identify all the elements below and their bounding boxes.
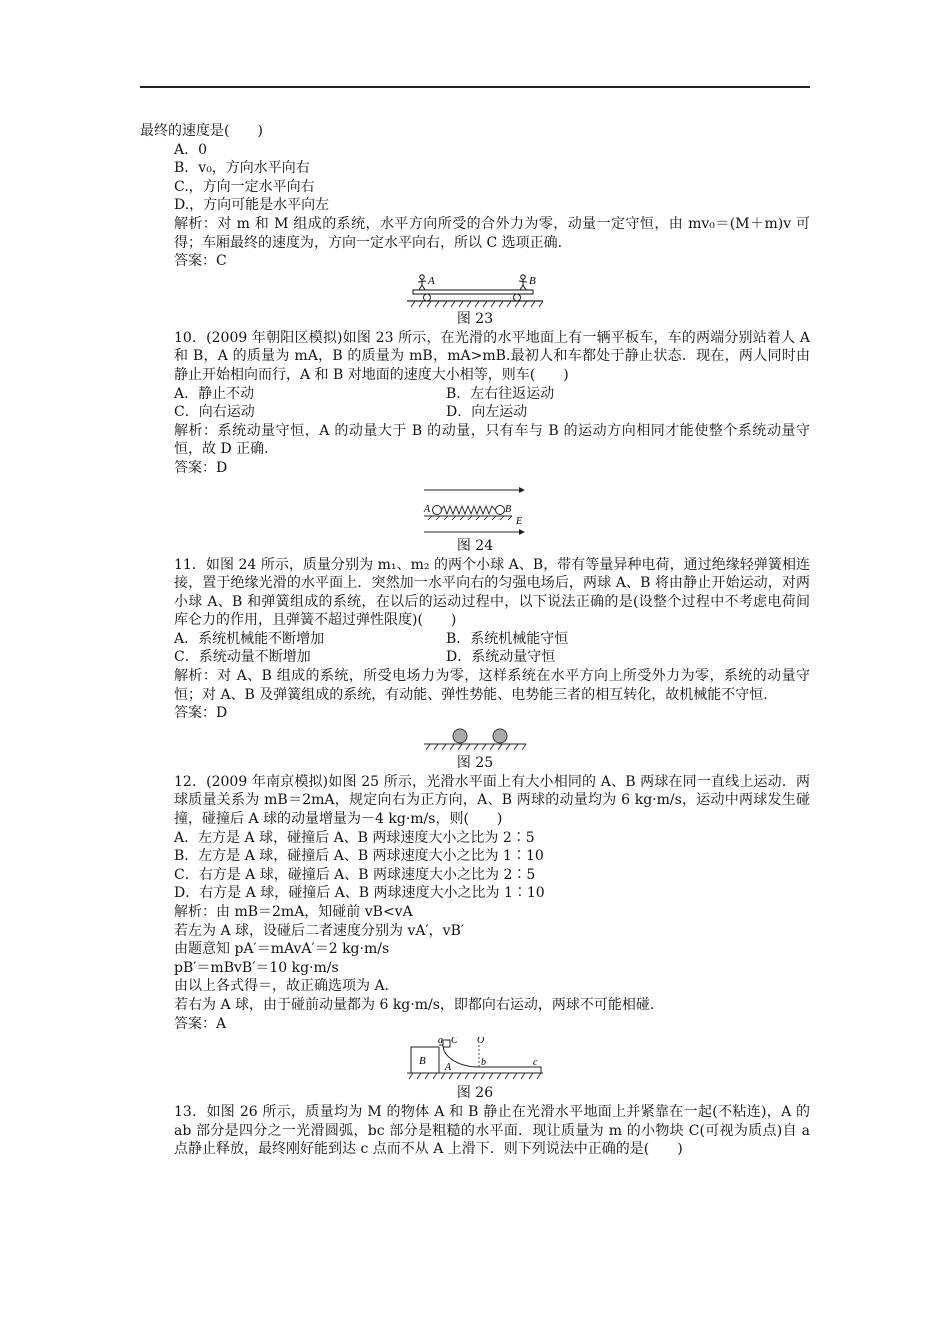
q12-option-c: C．右方是 A 球，碰撞后 A、B 两球速度大小之比为 2∶5 xyxy=(174,866,536,883)
q12-analysis-line: 若左为 A 球，设碰后二者速度分别为 vA′，vB′ xyxy=(174,922,465,939)
q12-analysis-line: 由以上各式得＝，故正确选项为 A. xyxy=(174,978,390,995)
q12-option-a: A．左方是 A 球，碰撞后 A、B 两球速度大小之比为 2∶5 xyxy=(174,829,535,846)
figure-24 xyxy=(140,484,810,556)
figure-26-diagram xyxy=(405,1037,545,1083)
person-b-icon xyxy=(519,275,527,290)
figure-23 xyxy=(140,271,810,329)
q11-option-c: C．系统动量不断增加 xyxy=(174,649,311,666)
q12-option-b: B．左方是 A 球，碰撞后 A、B 两球速度大小之比为 1∶10 xyxy=(174,848,544,865)
block-a xyxy=(439,1045,541,1073)
figure-24-caption: 图 24 xyxy=(456,537,494,554)
q11-answer: 答案：D xyxy=(174,705,228,722)
person-a-icon xyxy=(418,275,426,290)
figure-23-caption: 图 23 xyxy=(456,310,494,327)
figure-23-diagram xyxy=(405,271,545,309)
figure-26-caption: 图 26 xyxy=(456,1085,494,1102)
ball-b xyxy=(496,505,505,514)
figure-26 xyxy=(140,1037,810,1103)
q12-analysis-line: pB′＝mBvB′＝10 kg·m/s xyxy=(174,959,339,976)
header-rule xyxy=(140,86,810,88)
label-a-point: a xyxy=(438,1037,443,1047)
label-b-point: b xyxy=(481,1057,486,1069)
q10-answer: 答案：D xyxy=(174,459,228,476)
q12-analysis-line: 由题意知 pA′＝mAvA′＝2 kg·m/s xyxy=(174,941,390,958)
q9-option-b: B．v₀，方向水平向右 xyxy=(174,160,310,177)
block-c xyxy=(443,1040,450,1047)
label-b: B xyxy=(529,274,536,287)
figure-25 xyxy=(140,727,810,773)
q10-option-b: B．左右往返运动 xyxy=(446,385,555,402)
figure-25-diagram xyxy=(420,727,530,753)
q10-option-d: D．向左运动 xyxy=(446,404,528,421)
q9-option-d: D.，方向可能是水平向左 xyxy=(174,197,330,214)
label-c-point: c xyxy=(533,1057,538,1069)
q12-analysis-line: 若右为 A 球，由于碰前动量都为 6 kg·m/s，即都向右运动，两球不可能相碰. xyxy=(174,996,655,1013)
spring xyxy=(441,506,495,514)
cart-wheel xyxy=(514,294,521,301)
q9-analysis: 解析：对 m 和 M 组成的系统，水平方向所受的合外力为零，动量一定守恒，由 mv₀＝(M＋m)v 可得；车厢最终的速度为，方向一定水平向右，所以 C 选项正确. xyxy=(174,215,810,251)
q9-answer: 答案：C xyxy=(174,253,227,270)
label-o: O xyxy=(477,1037,485,1047)
cart-deck xyxy=(413,290,533,294)
q10-option-c: C．向右运动 xyxy=(174,404,255,421)
label-a: A xyxy=(428,274,435,287)
q12-stem: 12．(2009 年南京模拟)如图 25 所示，光滑水平面上有大小相同的 A、B 两球在同一直线上运动．两球质量关系为 mB＝2mA，规定向右为正方向，A、B 两球的动量均为 6 kg·m/s，运动中两球发生碰撞，碰撞后 A 球的动量增量为－4 kg·m/s，则( ) xyxy=(174,773,810,828)
q12-answer: 答案：A xyxy=(174,1015,227,1032)
label-b: B xyxy=(505,503,512,515)
q9-option-a: A．0 xyxy=(174,141,208,158)
page-content xyxy=(140,122,810,1159)
q10-option-a: A．静止不动 xyxy=(174,385,255,402)
label-b: B xyxy=(419,1055,426,1068)
ball-a xyxy=(433,505,442,514)
label-c-block: C xyxy=(451,1037,458,1047)
ball xyxy=(493,729,507,743)
q12-analysis-line: 解析：由 mB＝2mA，知碰前 vB<vA xyxy=(174,904,413,920)
q11-options-row1 xyxy=(140,630,810,649)
q9-option-c: C.，方向一定水平向右 xyxy=(174,178,315,195)
label-a-block: A xyxy=(445,1062,452,1074)
q11-option-d: D．系统动量守恒 xyxy=(446,649,556,666)
q10-stem: 10．(2009 年朝阳区模拟)如图 23 所示，在光滑的水平地面上有一辆平板车，车的两端分别站着人 A 和 B，A 的质量为 mA，B 的质量为 mB，mA>mB.最初人和车都处于静止状态．现在，两人同时由静止开始相向而行，A 和 B 对地面的速度大小相等，则车( ) xyxy=(174,329,810,383)
q11-analysis: 解析：对 A、B 组成的系统，所受电场力为零，这样系统在水平方向上所受外力为零，系统的动量守恒；对 A、B 及弹簧组成的系统，有动能、弹性势能、电势能三者的相互转化，故机械能不守恒. xyxy=(174,668,810,703)
label-e: E xyxy=(516,515,523,527)
cart-wheel xyxy=(424,294,431,301)
q11-stem: 11．如图 24 所示，质量分别为 m₁、m₂ 的两个小球 A、B，带有等量异种电荷，通过绝缘轻弹簧相连接，置于绝缘光滑的水平面上．突然加一水平向右的匀强电场后，两球 A、B 将由静止开始运动，对两小球 A、B 和弹簧组成的系统，在以后的运动过程中，以下说法正确的是(设整个过程中不考虑电荷间库仑力的作用，且弹簧不超过弹性限度)( ) xyxy=(174,556,810,629)
label-a: A xyxy=(424,503,431,515)
q11-option-a: A．系统机械能不断增加 xyxy=(174,630,325,647)
q9-stem-end: 最终的速度是( ) xyxy=(140,123,263,139)
figure-25-caption: 图 25 xyxy=(456,754,494,771)
figure-24-diagram xyxy=(420,484,530,536)
q13-stem: 13．如图 26 所示，质量均为 M 的物体 A 和 B 静止在光滑水平地面上并紧靠在一起(不粘连)，A 的 ab 部分是四分之一光滑圆弧，bc 部分是粗糙的水平面．现让质量为 m 的小物块 C(可视为质点)自 a 点静止释放，最终刚好能到达 c 点而不从 A 上滑下．则下列说法中正确的是( ) xyxy=(174,1104,810,1158)
ball xyxy=(453,729,467,743)
q11-option-b: B．系统机械能守恒 xyxy=(446,630,569,647)
q10-analysis: 解析：系统动量守恒，A 的动量大于 B 的动量，只有车与 B 的运动方向相同才能使整个系统动量守恒，故 D 正确. xyxy=(174,422,810,458)
q12-option-d: D．右方是 A 球，碰撞后 A、B 两球速度大小之比为 1∶10 xyxy=(174,885,545,902)
q11-options-row2 xyxy=(140,648,810,667)
q10-options-row2 xyxy=(140,403,810,422)
q10-options-row1 xyxy=(140,385,810,404)
